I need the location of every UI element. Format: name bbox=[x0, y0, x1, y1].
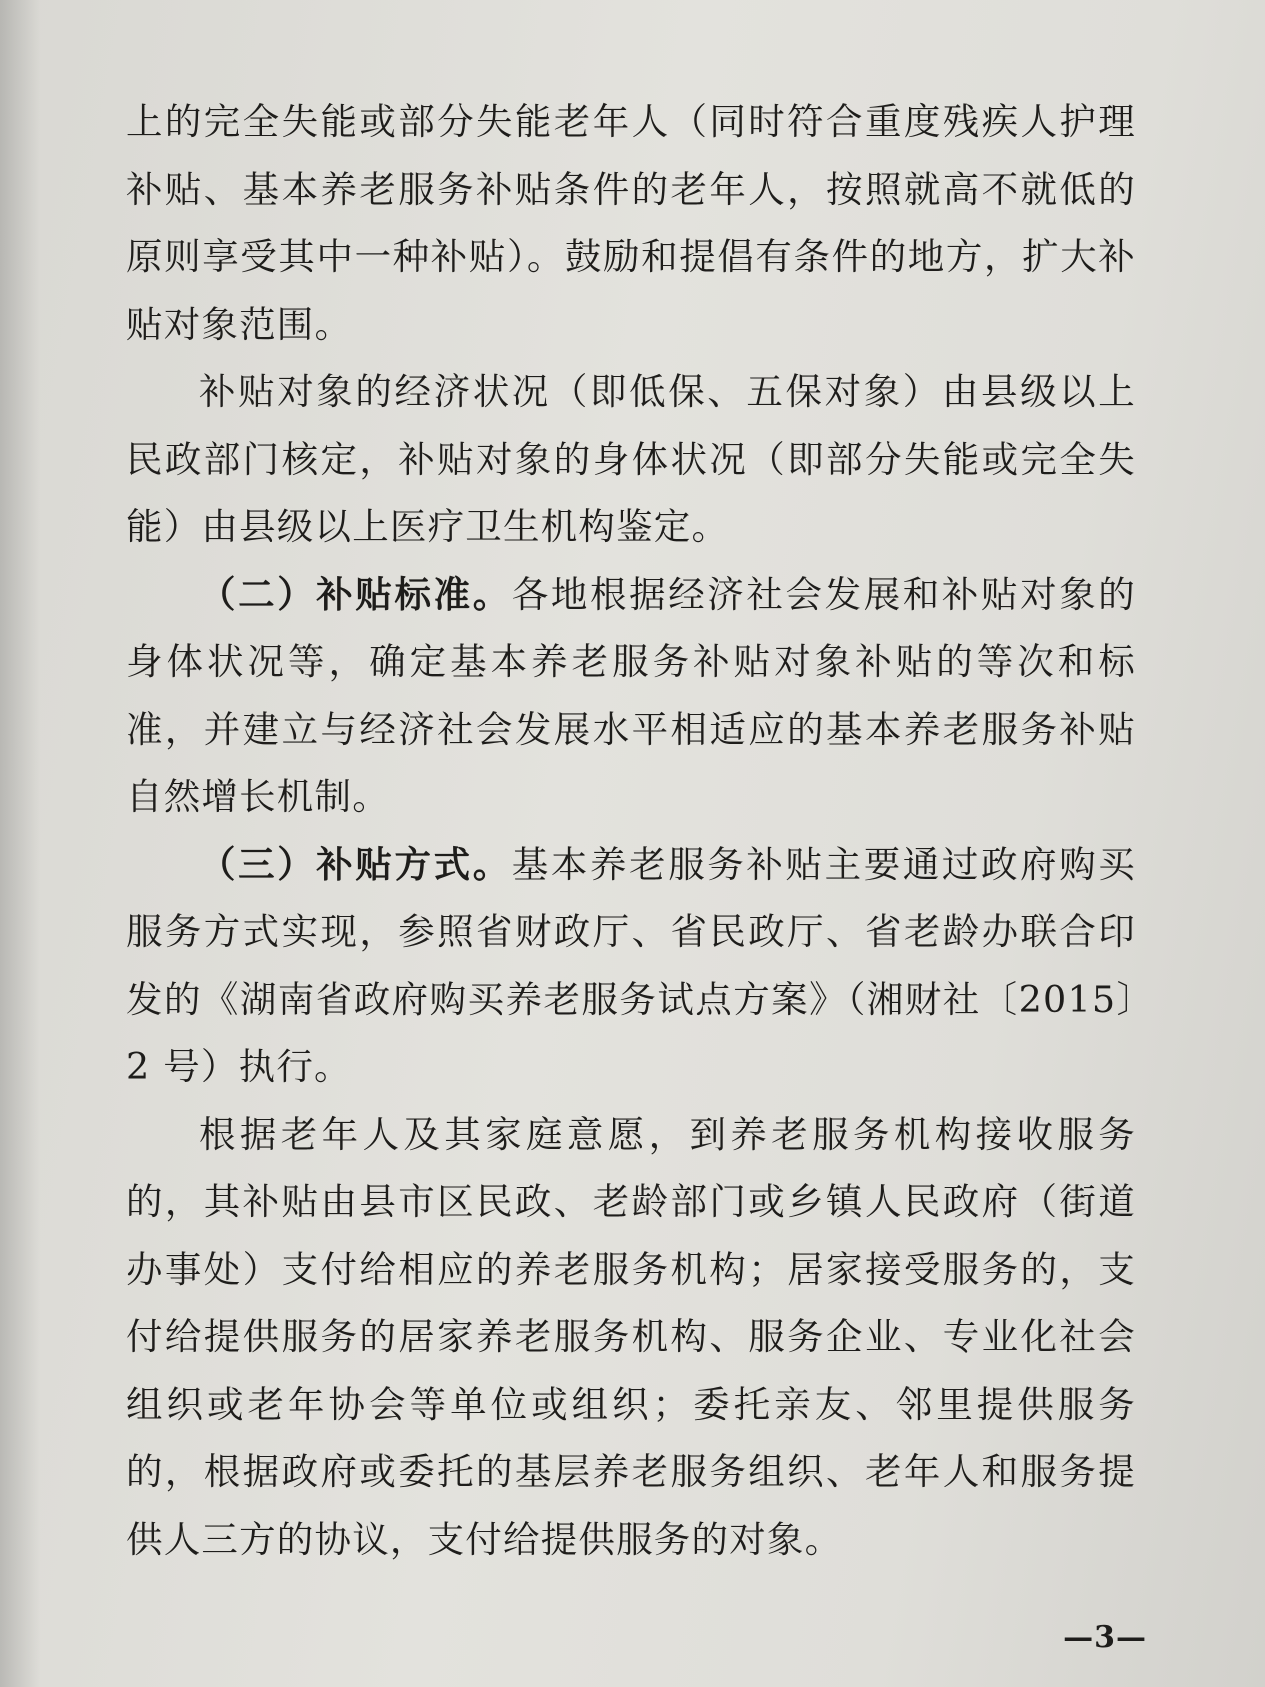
page-shadow bbox=[0, 0, 40, 1687]
paragraph-5-text: 根据老年人及其家庭意愿，到养老服务机构接收服务的，其补贴由县市区民政、老龄部门或乡镇人民政府（街道办事处）支付给相应的养老服务机构；居家接受服务的，支付给提供服务的居家养老服务机构、服务企业、专业化社会组织或老年协会等单位或组织；委托亲友、邻里提供服务的，根据政府或委托的基层养老服务组织、老年人和服务提供人三方的协议，支付给提供服务的对象。 bbox=[126, 1112, 1136, 1561]
paragraph-5 bbox=[126, 1101, 1136, 1574]
paragraph-4 bbox=[126, 831, 1136, 1101]
page-number: —3— bbox=[1063, 1620, 1147, 1655]
paragraph-1 bbox=[126, 88, 1136, 358]
section-heading-subsidy-method: （三）补贴方式。 bbox=[199, 842, 512, 886]
section-heading-subsidy-standard: （二）补贴标准。 bbox=[199, 572, 512, 616]
paragraph-2-text: 补贴对象的经济状况（即低保、五保对象）由县级以上民政部门核定，补贴对象的身体状况（即部分失能或完全失能）由县级以上医疗卫生机构鉴定。 bbox=[126, 370, 1136, 548]
paragraph-2 bbox=[126, 358, 1136, 561]
paragraph-1-text: 上的完全失能或部分失能老年人（同时符合重度残疾人护理补贴、基本养老服务补贴条件的老年人，按照就高不就低的原则享受其中一种补贴）。鼓励和提倡有条件的地方，扩大补贴对象范围。 bbox=[126, 100, 1136, 346]
paragraph-3-text: 各地根据经济社会发展和补贴对象的身体状况等，确定基本养老服务补贴对象补贴的等次和标准，并建立与经济社会发展水平相适应的基本养老服务补贴自然增长机制。 bbox=[126, 572, 1136, 818]
document-body bbox=[126, 88, 1136, 1573]
paragraph-3 bbox=[126, 561, 1136, 831]
paragraph-4-text: 基本养老服务补贴主要通过政府购买服务方式实现，参照省财政厅、省民政厅、省老龄办联合印发的《湖南省政府购买养老服务试点方案》（湘财社〔2015〕2 号）执行。 bbox=[126, 842, 1136, 1088]
